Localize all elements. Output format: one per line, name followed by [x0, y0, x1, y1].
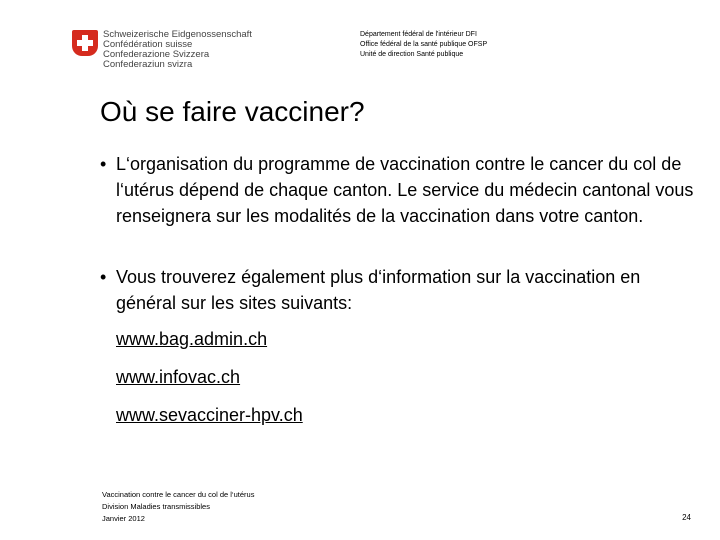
footer-division: Division Maladies transmissibles — [102, 502, 210, 511]
confederation-name-fr: Confédération suisse — [103, 39, 193, 50]
confederation-name-it: Confederazione Svizzera — [103, 49, 210, 60]
slide-title: Où se faire vacciner? — [100, 96, 365, 127]
unit-line: Unité de direction Santé publique — [360, 51, 464, 58]
footer-topic: Vaccination contre le cancer du col de l‘utérus — [102, 490, 255, 499]
link-bag[interactable]: www.bag.admin.ch — [116, 329, 268, 349]
bullet-item — [100, 151, 696, 229]
cross-vertical-bar — [82, 35, 88, 51]
link-sevacciner-hpv[interactable]: www.sevacciner-hpv.ch — [116, 405, 303, 425]
bullet-text: L‘organisation du programme de vaccination contre le cancer du col de l‘utérus dépend de chaque canton. Le service du médecin cantonal vous renseignera sur les modalités de la vaccination dans votre canton. — [116, 154, 694, 226]
department-info — [360, 30, 487, 60]
bullet-text: Vous trouverez également plus d‘information sur la vaccination en général sur les sites suivants: — [116, 267, 641, 313]
swiss-cross-icon — [72, 30, 98, 56]
confederation-names — [103, 30, 252, 70]
confederation-name-de: Schweizerische Eidgenossenschaft — [103, 29, 252, 40]
bullet-item — [100, 264, 696, 316]
link-infovac[interactable]: www.infovac.ch — [116, 367, 241, 387]
footer-date: Janvier 2012 — [102, 514, 145, 523]
department-line: Département fédéral de l'intérieur DFI — [360, 31, 477, 38]
confederation-name-rm: Confederaziun svizra — [103, 59, 193, 70]
bullet-dot-icon: • — [100, 154, 107, 174]
footer — [102, 489, 254, 525]
bullet-dot-icon: • — [100, 267, 107, 287]
page-number: 24 — [682, 513, 691, 522]
office-line: Office fédéral de la santé publique OFSP — [360, 41, 488, 48]
